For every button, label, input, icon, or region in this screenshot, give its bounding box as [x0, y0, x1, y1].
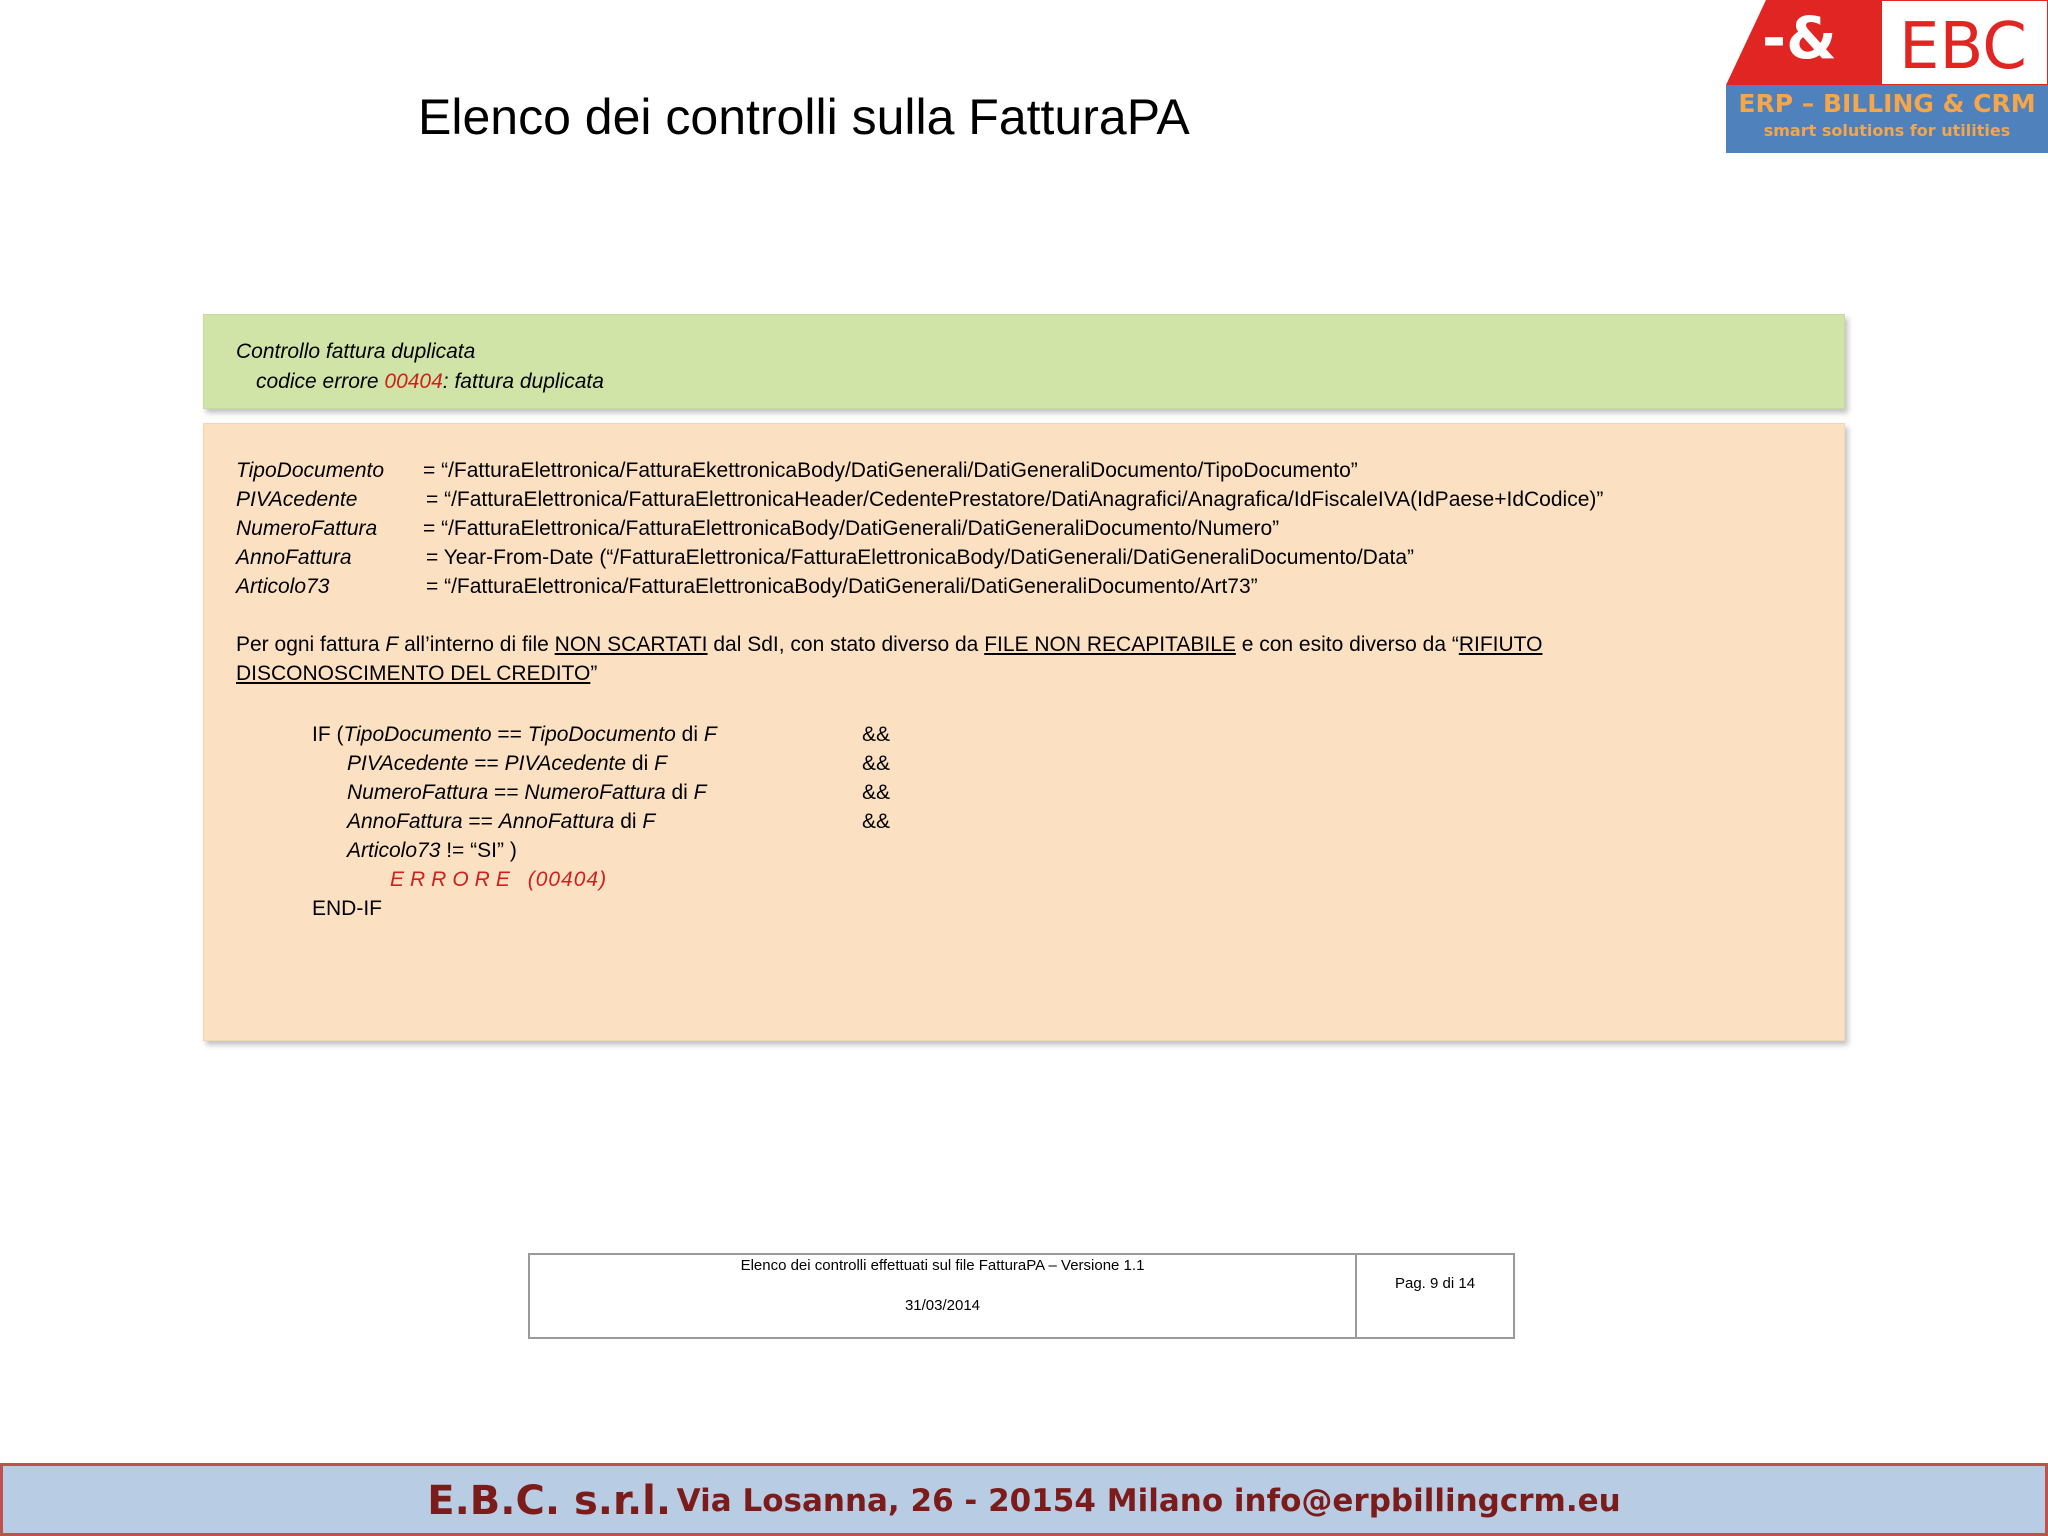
code-text: != “SI” )	[440, 839, 517, 862]
code-var: Articolo73	[347, 839, 441, 862]
code-var: F	[642, 810, 656, 833]
code-text: di	[675, 723, 704, 746]
para-underlined: FILE NON RECAPITABILE	[984, 633, 1236, 656]
definition-key: PIVAcedente	[236, 488, 358, 511]
definition-value: = “/FatturaElettronica/FatturaEkettronicaBody/DatiGenerali/DatiGeneraliDocumento/TipoDocumento”	[423, 459, 1358, 482]
error-code: 00404	[384, 370, 443, 393]
rule-description	[236, 630, 1826, 688]
code-and: &&	[862, 781, 891, 804]
code-op: ==	[491, 723, 528, 746]
definition-row	[236, 456, 1816, 485]
code-and: &&	[862, 752, 891, 775]
para-text: ”	[590, 662, 598, 685]
code-var: AnnoFattura	[498, 810, 615, 833]
para-text: Per ogni fattura	[236, 633, 386, 656]
code-op: ==	[462, 810, 499, 833]
definition-row	[236, 485, 1816, 514]
definition-key: TipoDocumento	[236, 459, 385, 482]
para-text: dal SdI, con stato diverso da	[707, 633, 985, 656]
error-code-suffix: : fattura duplicata	[442, 370, 604, 393]
definition-key: Articolo73	[236, 575, 330, 598]
logo-brand: EBC	[1899, 10, 2027, 84]
code-line	[312, 807, 1212, 836]
footer-doc-info	[530, 1255, 1357, 1337]
footer-doc-title: Elenco dei controlli effettuati sul file FatturaPA – Versione 1.1	[740, 1257, 1145, 1274]
code-keyword: END-IF	[312, 897, 382, 920]
code-text: di	[626, 752, 655, 775]
code-line	[312, 778, 1212, 807]
check-header-box	[203, 314, 1845, 409]
code-var: TipoDocumento	[343, 723, 492, 746]
code-text: di	[665, 781, 694, 804]
pseudo-code	[312, 720, 1212, 923]
company-name: E.B.C. s.r.l.	[427, 1478, 672, 1524]
code-and: &&	[862, 723, 891, 746]
code-op: ==	[468, 752, 505, 775]
code-var: NumeroFattura	[347, 781, 489, 804]
definitions-list	[236, 456, 1816, 601]
para-var: F	[385, 633, 399, 656]
definition-key: AnnoFattura	[236, 546, 352, 569]
footer-doc-date: 31/03/2014	[904, 1297, 981, 1314]
logo-symbol: -&	[1762, 4, 1837, 72]
code-line	[312, 865, 1212, 894]
error-code-line	[236, 367, 1812, 397]
company-address: Via Losanna, 26 - 20154 Milano info@erpbillingcrm.eu	[676, 1483, 1621, 1519]
code-op: ==	[488, 781, 525, 804]
code-var: PIVAcedente	[347, 752, 469, 775]
code-line	[312, 720, 1212, 749]
definition-value: = “/FatturaElettronica/FatturaElettronicaBody/DatiGenerali/DatiGeneraliDocumento/Art73”	[426, 575, 1258, 598]
definition-row	[236, 543, 1816, 572]
code-var: F	[693, 781, 707, 804]
para-underlined: NON SCARTATI	[554, 633, 708, 656]
code-var: TipoDocumento	[527, 723, 676, 746]
error-code-prefix: codice errore	[256, 370, 385, 393]
para-text: e con esito diverso da “	[1235, 633, 1459, 656]
definition-row	[236, 572, 1816, 601]
logo-tagline: ERP – BILLING & CRM	[1738, 89, 2036, 118]
check-title: Controllo fattura duplicata	[236, 340, 476, 363]
logo-subtagline: smart solutions for utilities	[1763, 121, 2011, 140]
footer-page-number: Pag. 9 di 14	[1394, 1275, 1476, 1292]
definition-value: = “/FatturaElettronica/FatturaElettronicaBody/DatiGenerali/DatiGeneraliDocumento/Numero”	[423, 517, 1280, 540]
definition-value: = Year-From-Date (“/FatturaElettronica/FatturaElettronicaBody/DatiGenerali/DatiGeneraliDocumento/Data”	[426, 546, 1415, 569]
para-underlined: DISCONOSCIMENTO DEL CREDITO	[236, 662, 591, 685]
definition-key: NumeroFattura	[236, 517, 378, 540]
footer-page-cell	[1357, 1255, 1513, 1337]
code-var: F	[703, 723, 717, 746]
definition-value: = “/FatturaElettronica/FatturaElettronicaHeader/CedentePrestatore/DatiAnagrafici/Anagrafica/IdFiscaleIVA(IdPaese+IdCodice)”	[426, 488, 1604, 511]
code-var: AnnoFattura	[347, 810, 463, 833]
code-keyword: IF (	[312, 723, 344, 746]
check-body-box	[203, 423, 1845, 1041]
company-footer-bar	[0, 1463, 2048, 1536]
code-line	[312, 749, 1212, 778]
document-footer-table	[528, 1253, 1515, 1339]
para-text: all’interno di file	[398, 633, 555, 656]
code-var: F	[654, 752, 667, 775]
code-var: NumeroFattura	[524, 781, 666, 804]
ebc-logo	[1726, 0, 2048, 153]
code-and: &&	[862, 810, 891, 833]
code-text: di	[614, 810, 643, 833]
code-var: PIVAcedente	[504, 752, 627, 775]
definition-row	[236, 514, 1816, 543]
code-line	[312, 894, 1212, 923]
code-line	[312, 836, 1212, 865]
slide-title: Elenco dei controlli sulla FatturaPA	[418, 89, 1190, 145]
para-underlined: RIFIUTO	[1458, 633, 1543, 656]
error-label: ERRORE (00404)	[390, 868, 608, 891]
